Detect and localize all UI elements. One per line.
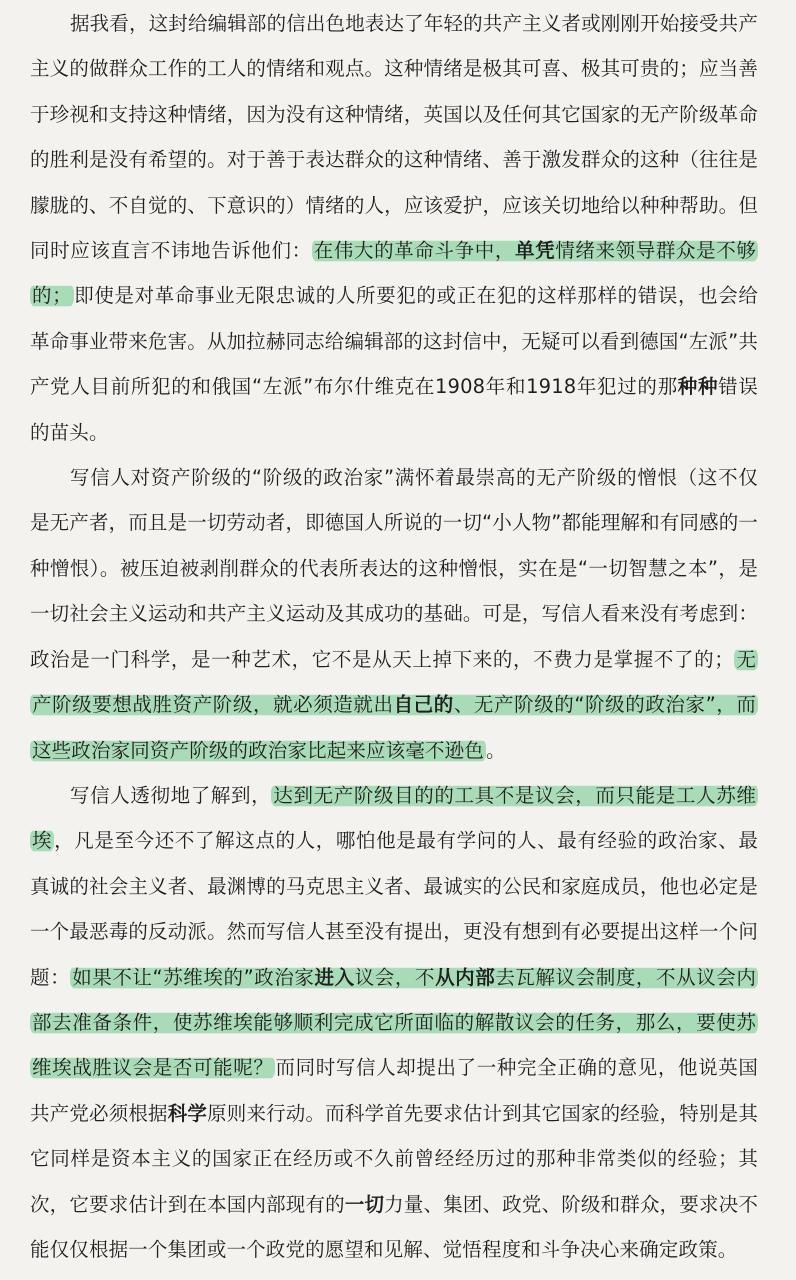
text-run: 即使是对革命事业无限忠诚的人所要犯的或正在犯的这样那样的错误，也会给革命事业带来危害。从加拉赫同志给编辑部的这封信中，无疑可以看到德国“左派”共产党人目前所犯的和俄国“左派”布尔什维克在1908年和1918年犯过的那 bbox=[30, 284, 758, 399]
highlight-text: 如果不让“苏维埃的”政治家 bbox=[72, 965, 315, 989]
text-run: 而同时写信人却提出了一种完全正确的意见，他说英国共产党必须根据 bbox=[30, 1056, 758, 1125]
bold-text: 一切 bbox=[344, 1192, 385, 1216]
highlight-text: 、无产阶级的“阶级的政治家”，而这些政治家同资产阶级的政治家比起来应该毫不逊色 bbox=[32, 693, 757, 762]
bold-text: 从内部 bbox=[435, 965, 496, 989]
highlight-text: 议会，不 bbox=[354, 965, 436, 989]
highlight-text: 无产阶级要想战胜资产阶级，就必须造就出 bbox=[32, 647, 756, 717]
paragraph-2 bbox=[0, 455, 796, 773]
text-run: 。 bbox=[485, 738, 506, 762]
text-run: 据我看，这封给编辑部的信出色地表达了年轻的共产主义者或刚刚开始接受共产主义的做群众工作的工人的情绪和观点。这种情绪是极其可喜、极其可贵的；应当善于珍视和支持这种情绪，因为没有这种情绪，英国以及任何其它国家的无产阶级革命的胜利是没有希望的。对于善于表达群众的这种情绪、善于激发群众的这种（往往是朦胧的、不自觉的、下意识的）情绪的人，应该爱护，应该关切地给以种种帮助。但同时应该直言不讳地告诉他们： bbox=[30, 12, 758, 263]
text-run: 原则来行动。而科学首先要求估计到其它国家的经验，特别是其它同样是资本主义的国家正在经历或不久前曾经经历过的那种非常类似的经验；其次，它要求估计到在本国内部现有的 bbox=[30, 1101, 758, 1216]
bold-text: 进入 bbox=[314, 965, 355, 989]
bold-text: 种种 bbox=[677, 375, 719, 399]
highlight-text: 在伟大的革命斗争中， bbox=[313, 239, 515, 263]
highlight-text: 达到无产阶级目的的工具不是议会，而只能是工人苏维埃 bbox=[32, 783, 756, 853]
text-run: 写信人透彻地了解到， bbox=[70, 783, 272, 807]
text-run: 错误的苗头。 bbox=[30, 375, 758, 444]
bold-text: 科学 bbox=[167, 1101, 208, 1125]
paragraph-1 bbox=[0, 0, 796, 455]
bold-text: 自己的 bbox=[393, 693, 454, 717]
text-run: 写信人对资产阶级的“阶级的政治家”满怀着最崇高的无产阶级的憎恨（这不仅是无产者，而且是一切劳动者，即德国人所说的一切“小人物”都能理解和有同感的一种憎恨）。被压迫被剥削群众的代表所表达的这种憎恨，实在是“一切智慧之本”，是一切社会主义运动和共产主义运动及其成功的基础。可是，写信人看来没有考虑到：政治是一门科学，是一种艺术，它不是从天上掉下来的，不费力是掌握不了的； bbox=[30, 466, 758, 671]
highlight-text: 去瓦解议会制度，不从议会内部去准备条件，使苏维埃能够顺利完成它所面临的解散议会的任务，那么，要使苏维埃战胜议会是否可能呢？ bbox=[32, 965, 757, 1080]
text-run: ，凡是至今还不了解这点的人，哪怕他是最有学问的人、最有经验的政治家、最真诚的社会主义者、最渊博的马克思主义者、最诚实的公民和家庭成员，他也必定是一个最恶毒的反动派。然而写信人甚至没有提出，更没有想到有必要提出这样一个问题： bbox=[30, 829, 758, 989]
bold-text: 单凭 bbox=[514, 239, 556, 263]
highlight-text: 情绪来领导群众是不够的； bbox=[32, 239, 756, 308]
paragraph-3 bbox=[0, 773, 796, 1272]
text-run: 力量、集团、政党、阶级和群众，要求决不能仅仅根据一个集团或一个政党的愿望和见解、觉悟程度和斗争决心来确定政策。 bbox=[30, 1192, 758, 1261]
